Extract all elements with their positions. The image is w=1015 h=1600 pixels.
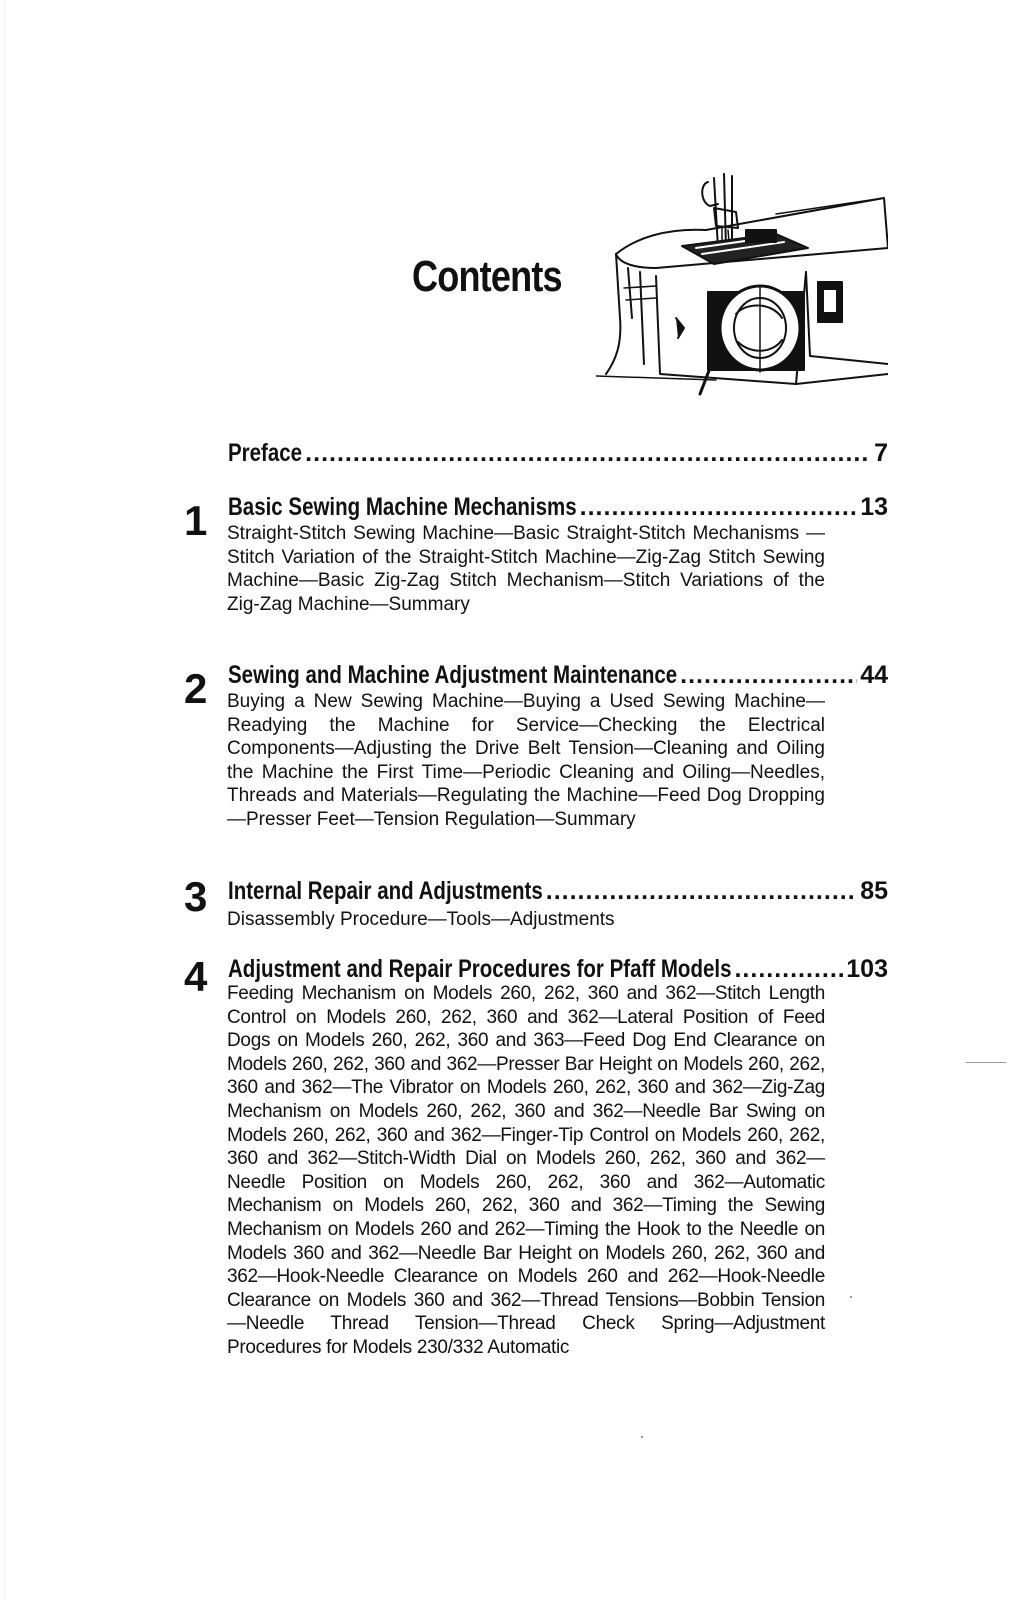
chapter-description: Buying a New Sewing Machine—Buying a Used Sewing Machine—Readying the Machine for Service—Checking the Electrical Components—Adjusting the Drive Belt Tension—Cleaning and Oiling the Machine the First Time—Periodic Cleaning and Oiling—Needles, Threads and Materials—Regulating the Machine—Feed Dog Dropping—Presser Feet—Tension Regulation—Summary [227,691,825,830]
toc-page-number: 7 [874,439,888,467]
scan-edge [4,0,5,1600]
toc-entry-chapter-2[interactable] [228,660,888,690]
scan-mark [641,1436,643,1438]
toc-entry-preface[interactable] [228,438,888,468]
chapter-description: Feeding Mechanism on Models 260, 262, 360 and 362—Stitch Length Control on Models 260, 262, 360 and 362—Lateral Position of Feed Dogs on Models 260, 262, 360 and 363—Feed Dog End Clearance on Models 260, 262, 360 and 362—Presser Bar Height on Models 260, 262, 360 and 362—The Vibrator on Models 260, 262, 360 and 362—Zig-Zag Mechanism on Models 260, 262, 360 and 362—Needle Bar Swing on Models 260, 262, 360 and 362—Finger-Tip Control on Models 260, 262, 360 and 362—Stitch-Width Dial on Models 260, 262, 360 and 362—Needle Position on Models 260, 262, 360 and 362—Automatic Mechanism on Models 260, 262, 360 and 362—Timing the Sewing Mechanism on Models 260 and 262—Timing the Hook to the Needle on Models 360 and 362—Needle Bar Height on Models 260, 262, 360 and 362—Hook-Needle Clearance on Models 260 and 262—Hook-Needle Clearance on Models 360 and 362—Thread Tensions—Bobbin Tension—Needle Thread Tension—Thread Check Spring—Adjustment Procedures for Models 230/332 Automatic [227,983,825,1358]
chapter-number: 1 [184,497,208,544]
toc-entry-title: Basic Sewing Machine Mechanisms [228,493,577,521]
dot-leader [734,954,843,984]
toc-page-number: 44 [860,661,888,689]
chapter-number: 4 [184,953,208,1000]
toc-entry-title: Preface [228,439,303,467]
toc-page-number: 13 [860,493,888,521]
toc-entry-title: Internal Repair and Adjustments [228,877,543,905]
chapter-number: 3 [184,873,208,920]
toc-page-number: 103 [846,955,888,983]
dot-leader [680,660,857,690]
chapter-description: Straight-Stitch Sewing Machine—Basic Straight-Stitch Mechanisms —Stitch Variation of the Straight-Stitch Machine—Zig-Zag Stitch Sewing Machine—Basic Zig-Zag Stitch Mechanism—Stitch Variations of the Zig-Zag Machine—Summary [227,523,825,615]
sewing-machine-hook-illustration [596,168,888,400]
toc-entry-chapter-3[interactable] [228,876,888,906]
chapter-description: Disassembly Procedure—Tools—Adjustments [227,909,615,930]
scan-mark [966,1062,1006,1063]
toc-entry-title: Adjustment and Repair Procedures for Pfaff Models [228,955,732,983]
toc-page-number: 85 [860,877,888,905]
toc-entry-chapter-1[interactable] [228,492,888,522]
dot-leader [546,876,857,906]
toc-entry-title: Sewing and Machine Adjustment Maintenance [228,661,678,689]
toc-entry-chapter-4[interactable] [228,954,888,984]
chapter-number: 2 [184,665,208,712]
dot-leader [305,438,871,468]
dot-leader [580,492,858,522]
page-title: Contents [412,252,562,301]
scan-mark [850,1296,852,1298]
